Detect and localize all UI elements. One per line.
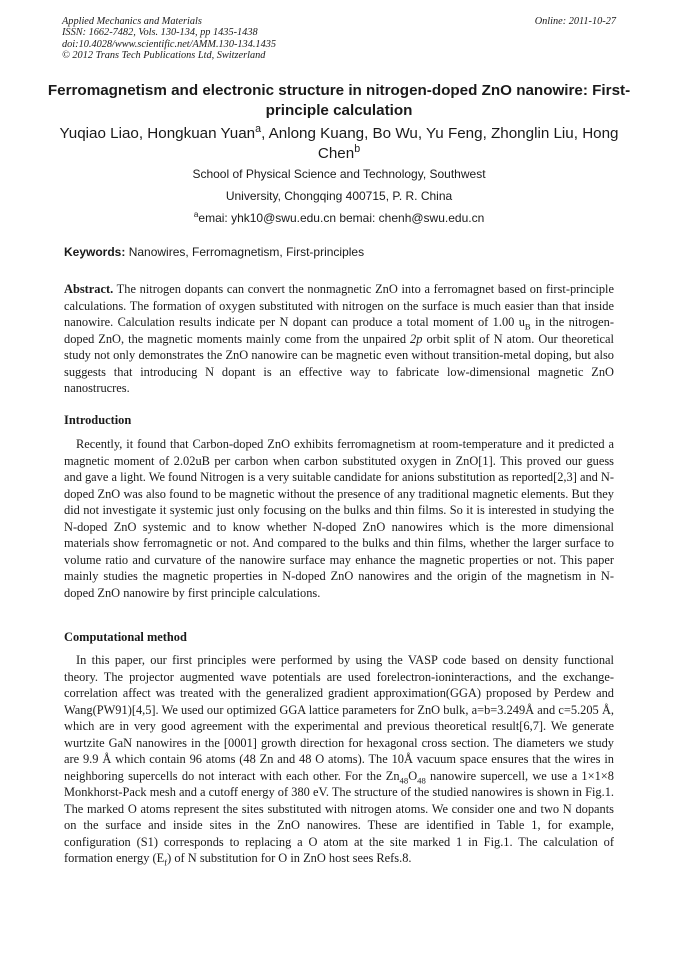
journal-name: Applied Mechanics and Materials <box>62 16 202 27</box>
abstract-text-2: in the nitrogen-doped ZnO, the magnetic moments mainly come from the unpaired <box>64 315 614 346</box>
introduction-heading: Introduction <box>64 413 132 427</box>
email-line <box>40 211 638 225</box>
affiliation-line-2: University, Chongqing 400715, P. R. China <box>225 189 453 203</box>
authors-part-1: Yuqiao Liao, Hongkuan Yuan <box>59 125 256 142</box>
affiliation-line-1: School of Physical Science and Technology, Southwest <box>192 167 486 181</box>
paper-title: Ferromagnetism and electronic structure in nitrogen-doped ZnO nanowire: First- principle calculation <box>47 82 631 119</box>
doi-line: doi:10.4028/www.scientific.net/AMM.130-134.1435 <box>62 38 277 50</box>
keywords <box>64 245 364 259</box>
online-date: Online: 2011-10-27 <box>534 16 616 27</box>
author-sup-a: a <box>255 122 262 135</box>
keywords-label: Keywords: <box>64 245 126 259</box>
author-list <box>40 124 638 164</box>
method-sub-f: f <box>164 857 168 868</box>
author-sup-b: b <box>354 142 361 155</box>
abstract-paragraph <box>64 281 614 397</box>
abstract-italic-2p: 2p <box>410 331 423 346</box>
introduction-paragraph: Recently, it found that Carbon-doped ZnO exhibits ferromagnetism at room-temperature and it predicted a magnetic moment of 2.02uB per carbon when carbon substituted oxygen in ZnO[1]. This proved our guess and gave a light. We found Nitrogen is a very suitable candidate for anions substitution as reported[2,3] and N-doped ZnO was also found to be magnetic without the presence of any traditional magnetic elements. But they did not investigate it systemic just only focusing on the bulks and thin films. So it is interested in studying the N-doped ZnO systemic and to know whether N-doped ZnO nanowires which is the more dimensional materials show ferromagnetic or not. And compared to the bulks and thin films, whether the larger surface to volume ratio and curvature of the nanowire surface may enhance the magnetic properties or not. This paper mainly studies the magnetic properties in N-doped ZnO nanowires and the origin of the magnetism in N-doped ZnO nanowire by first principle calculations. <box>64 437 615 600</box>
method-text-1: In this paper, our first principles were performed by using the VASP code based on density functional theory. The projector augmented wave potentials are used forelectron-ioninteractions, and the exchange-correlation affect was treated with the generalized gradient approximation(GGA) proposed by Perdew and Wang(PW91)[4,5]. We used our optimized GGA lattice parameters for ZnO bulk, a=b=3.249Å and c=5.205 Å, which are in very good agreement with the experimental and previous theoretical result[6,7]. We generate wurtzite GaN nanowires in the [0001] growth direction for hexagonal cross section. The diameters we study are 9.9 Å which contain 96 atoms (48 Zn and 48 O atoms). The 10Å vacuum space ensures that the wires in neighboring supercells do not interact with each other. For the Zn <box>64 653 614 783</box>
method-heading: Computational method <box>64 630 187 644</box>
method-text-3: nanowire supercell, we use a 1×1×8 Monkhorst-Pack mesh and a cutoff energy of 380 eV. The structure of the studied nanowires is shown in Fig.1. The marked O atoms represent the sites substituted with nitrogen atoms. We consider one and two N dopants on the surface and inside sites in the ZnO nanowires. These are identified in Table 1, for example, configuration (S1) corresponds to replacing a O atom at the site marked 1 in Fig.1. The calculation of formation energy (E <box>64 768 614 865</box>
email-text: emai: yhk10@swu.edu.cn bemai: chenh@swu.edu.cn <box>198 211 485 225</box>
journal-header <box>62 16 276 61</box>
abstract-sub-b: B <box>524 321 531 332</box>
method-paragraph <box>64 652 614 867</box>
keywords-text: Nanowires, Ferromagnetism, First-principles <box>125 245 365 259</box>
abstract-text-3: orbit split of N atom. Our theoretical study not only demonstrates the ZnO nanowire can be magnetic even without transition-metal doping, but also suggests that introducing N dopant is an effective way to fabricate low-dimensional magnetic ZnO nanostrucres. <box>64 331 614 395</box>
abstract-label: Abstract. <box>64 282 114 296</box>
method-sub-o: 48 <box>417 774 426 785</box>
abstract-text-1: The nitrogen dopants can convert the nonmagnetic ZnO into a ferromagnet based on first-principle calculations. The formation of oxygen substituted with nitrogen on the surface is much easier than that inside nanowire. Calculation results indicate per N dopant can produce a total moment of 1.00 u <box>64 282 614 329</box>
method-sub-zn: 48 <box>399 774 409 785</box>
method-text-4: ) of N substitution for O in ZnO host sees Refs.8. <box>167 851 412 865</box>
issn-line: ISSN: 1662-7482, Vols. 130-134, pp 1435-1438 <box>62 27 258 39</box>
authors-part-2: , Anlong Kuang, Bo Wu, Yu Feng, Zhonglin Liu, Hong Chen <box>261 125 619 162</box>
method-text-2: O <box>408 768 418 783</box>
email-sup-a: a <box>193 209 199 219</box>
copyright-line: © 2012 Trans Tech Publications Ltd, Switzerland <box>62 49 266 61</box>
